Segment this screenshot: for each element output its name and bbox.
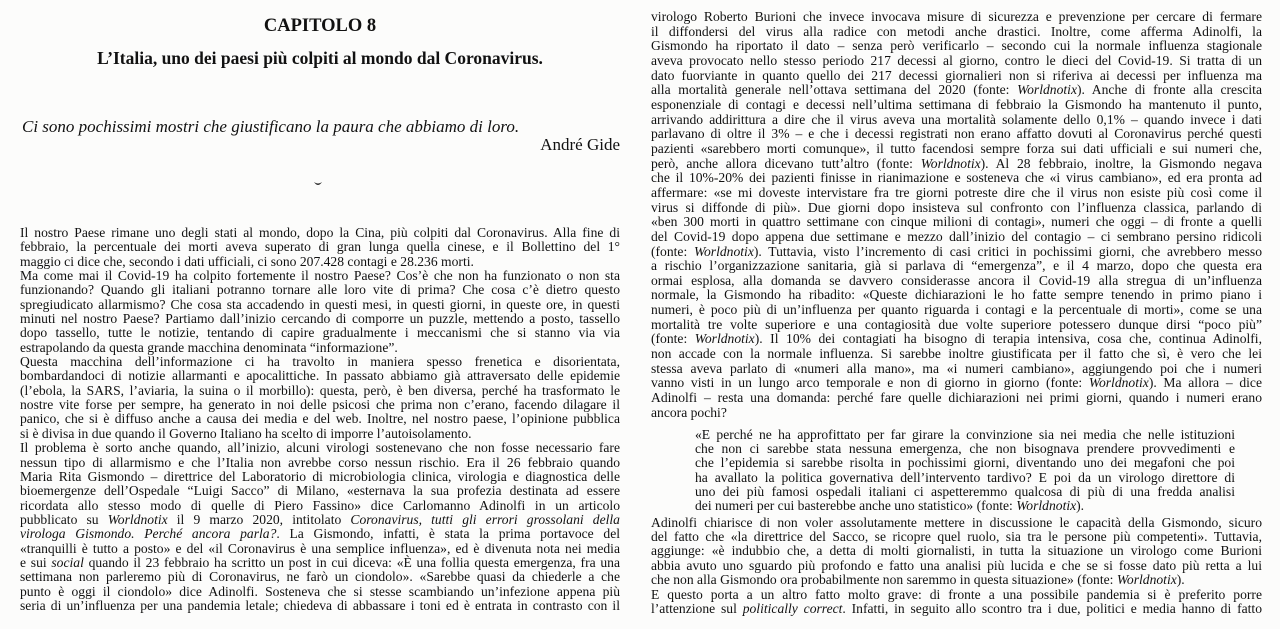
text-segment: mortalità tre volte superiore e una contagiosità due volte superiore potessero dunque dirsi “poco più” (651, 316, 1262, 332)
text-line (20, 369, 620, 383)
text-line (20, 255, 620, 269)
text-segment: vanno visti in un lungo arco temporale e non di giorno in giorno (fonte: (651, 375, 1089, 391)
text-line (20, 599, 620, 613)
text-line (20, 269, 620, 283)
text-line (20, 240, 620, 254)
text-line (695, 499, 1235, 513)
text-line (695, 471, 1235, 485)
text-line (20, 226, 620, 240)
text-line (20, 570, 620, 584)
text-line (651, 406, 1262, 421)
text-segment: nessun tipo di allarmismo e che l’Italia non avrebbe corso nessun rischio. Era il 26 febbraio quando (20, 454, 620, 470)
text-segment: numeri, è poco più di un’influenza per quanto riguarda i contagi e la percentuale di morti», come se una (651, 302, 1262, 318)
text-segment: l’attenzione sul (651, 601, 743, 617)
text-line (20, 384, 620, 398)
text-segment: E questo porta a un altro fatto molto grave: di fronte a una possibile pandemia si è preferito porre (651, 587, 1262, 602)
body-text (20, 226, 620, 613)
text-line (20, 513, 620, 527)
text-line (651, 245, 1262, 260)
text-segment: del Covid-19 dopo appena due settimane e mezzo dall’inizio del contagio – ci sembrano persino ridicoli (651, 228, 1262, 244)
text-segment: uno dei più famosi ospedali italiani ci aspetteremmo qualcosa di più di una fredda analisi (695, 483, 1235, 499)
italic-text: Coronavirus, tutti gli errori grossolani della (350, 511, 620, 527)
text-segment: a rischio l’organizzazione sanitaria, già si parlava di “emergenza”, e il 4 marzo, dopo che questa era (651, 258, 1262, 274)
text-line (20, 470, 620, 484)
text-segment: (l’ebola, la SARS, l’aviaria, la suina o il morbillo): questa, però, è ben diversa, perché ha trasformato le (20, 382, 620, 398)
text-segment: nostre vite forse per sempre, ha generato in noi delle psicosi che prima non c’erano, facendo dilagare il (20, 397, 620, 413)
paragraph (651, 588, 1262, 616)
text-line (651, 318, 1262, 333)
text-line (20, 341, 620, 355)
text-segment: ). (1076, 497, 1085, 513)
italic-text: virologa Gismondo. Perché ancora parla? (20, 526, 277, 542)
text-segment: parlavano di oltre il 3% – e che i decessi registrati non erano affatto dovuti al Coronavirus perché questi (651, 126, 1262, 142)
text-segment: aggiunge: «è indubbio che, a detta di molti giornalisti, in tutta la situazione un virologo come Burioni (651, 543, 1262, 559)
chapter-label: CAPITOLO 8 (263, 16, 377, 36)
italic-text: Worldnotix (694, 331, 755, 347)
text-line (20, 427, 620, 441)
text-segment: alla mortalità generale nell’ottava settimana del 2020 (fonte: (651, 82, 1018, 98)
text-segment: il diffondersi del virus alla radice con metodi anche drastici. Inoltre, come afferma Adinolfi, la (651, 23, 1262, 39)
text-segment: del fatto che «la direttrice del Sacco, se ricopre quel ruolo, sia tra le persone più competenti». Tuttavia, (651, 529, 1262, 545)
text-line (651, 186, 1262, 201)
text-line (695, 442, 1235, 456)
text-line (20, 355, 620, 369)
text-line (651, 544, 1262, 558)
text-segment: funzionando? Quando gli italiani potranno tornare alle loro vite di prima? Che cosa c’è dietro questo (20, 282, 620, 298)
text-line (651, 602, 1262, 616)
text-line (651, 69, 1262, 84)
text-segment: «tranquilli è tutto a posto» e del «il Coronavirus è una semplice influenza», ed è divenuta nota nei media (20, 540, 620, 556)
italic-text: social (51, 554, 84, 570)
text-segment: ormai esplosa, alla domanda se davvero considerasse ancora il Covid-19 alla stregua di un’influenza (651, 272, 1262, 288)
text-segment: febbraio, la percentuale dei morti aveva superato di gran lunga quella cinese, e il Bollettino del 1° (20, 239, 620, 255)
text-line (651, 530, 1262, 544)
text-line (651, 127, 1262, 142)
text-line (20, 527, 620, 541)
text-line (651, 215, 1262, 230)
italic-text: Worldnotix (1017, 82, 1077, 98)
text-line (651, 391, 1262, 406)
text-segment: pazienti «sarebbero morti comunque», il tutto facendosi sempre forza sui dati ufficiali e sui numeri che, (651, 140, 1262, 156)
text-segment: il 9 marzo 2020, intitolato (167, 511, 351, 527)
text-segment: ). Ma allora – dice (1148, 375, 1262, 391)
text-segment: Questa macchina dell’informazione ci ha travolto in maniera spesso frenetica e disorientata, (20, 354, 620, 370)
text-segment: però, anche allora dicevano tutt’altro (fonte: (651, 155, 921, 171)
text-segment: Il problema è sorto anche quando, all’inizio, alcuni virologi sostenevano che non fosse necessario fare (20, 440, 620, 456)
text-line (651, 201, 1262, 216)
text-segment: normale, la Gismondo ha ribadito: «Queste dichiarazioni le ho fatte sempre tenendo in primo piano i (651, 287, 1262, 303)
text-line (695, 485, 1235, 499)
text-segment: ). (1176, 571, 1185, 587)
text-line (20, 585, 620, 599)
text-segment: spregiudicato allarmismo? Che cosa sta accadendo in questi mesi, in questi giorni, in queste ore, in questi (20, 296, 620, 312)
text-segment: che non ci sarebbe stata nessuna emergenza, che non bisognava prendere provvedimenti e (695, 441, 1235, 457)
italic-text: Worldnotix (920, 155, 981, 171)
text-segment: estrapolando da questa grande macchina denominata “informazione”. (20, 339, 398, 355)
text-segment: esponenziale di contagi e decessi nell’ultima settimana di febbraio la Gismondo ha mantenuto il punto, (651, 96, 1262, 112)
text-segment: Il nostro Paese rimane uno degli stati al mondo, dopo la Cina, più colpiti dal Coronavirus. Alla fine di (20, 225, 620, 240)
text-segment: «E perché ne ha approfittato per far girare la convinzione sia nei media che nelle istituzioni (695, 427, 1235, 442)
text-segment: . Infatti, in seguito allo scontro tra i due, politici e media hanno di fatto (842, 601, 1262, 617)
ornament-icon (314, 181, 322, 187)
text-segment: virus si diffonde di più». Due giorni dopo insisteva sul confronto con l’influenza classica, parlando di (651, 199, 1262, 215)
text-line (20, 441, 620, 455)
text-line (651, 142, 1262, 157)
text-segment: punto è oggi il ciondolo» dice Adinolfi. Sosteneva che si stesse scambiando un’infezione appena più (20, 583, 620, 599)
text-line (651, 362, 1262, 377)
text-line (651, 588, 1262, 602)
text-segment: Gismondo ha riportato il dato – senza però verificarlo – secondo cui la normale influenza stagionale (651, 38, 1262, 54)
text-segment: quando il 23 febbraio ha scritto un post in cui diceva: «È una follia questa emergenza, fra una (83, 554, 620, 570)
text-line (651, 332, 1262, 347)
text-segment: aveva provocato nello stesso periodo 217 decessi al giorno, contro le dieci del Covid-19. Si tratta di un (651, 52, 1262, 68)
text-segment: virologo Roberto Burioni che invece invocava misure di sicurezza e prevenzione per cercare di fermare (651, 9, 1262, 24)
text-segment: maggio ci dice che, secondo i dati ufficiali, ci sono 207.428 contagi e 28.236 morti. (20, 253, 474, 269)
text-segment: non accade con la normale influenza. Si sarebbe inoltre giustificata per il fatto che sì, è vero che lei (651, 346, 1262, 362)
text-segment: arrivando addirittura a dire che il virus aveva una mortalità solamente dello 0,1% – quando invece i dati (651, 111, 1262, 127)
text-segment: dopo tassello, tutte le notizie, tentando di capire gradualmente i meccanismi che si stanno via via (20, 325, 620, 341)
epigraph-author: André Gide (540, 135, 620, 154)
text-line (651, 83, 1262, 98)
italic-text: Worldnotix (1116, 571, 1177, 587)
text-line (20, 542, 620, 556)
text-line (651, 39, 1262, 54)
text-segment: (fonte: (651, 243, 694, 259)
text-segment: dato fuorviante in quanto quello dei 217 decessi giornalieri non si riferiva ai decessi per influenza ma (651, 67, 1262, 83)
text-line (651, 303, 1262, 318)
text-line (651, 54, 1262, 69)
text-segment: panico, che si è diffuso anche a causa dei media e del web. Inoltre, nel nostro paese, l’opinione pubblica (20, 411, 620, 427)
italic-text: Worldnotix (1088, 375, 1149, 391)
text-line (20, 312, 620, 326)
text-segment: abbia avuto uno sguardo più profondo e fatto una analisi più lucida e che se si fosse dato più retta a lui (651, 557, 1262, 573)
text-segment: seria di un’influenza per una pandemia letale; chiedeva di abbassare i toni ed è entrata in contrasto con il (20, 597, 620, 613)
text-segment: bioemergenze dell’Ospedale “Luigi Sacco” di Milano, «esternava la sua profezia destinata ad essere (20, 483, 620, 499)
chapter-title: L’Italia, uno dei paesi più colpiti al mondo dal Coronavirus. (97, 48, 543, 68)
text-line (20, 556, 620, 570)
text-segment: settimana non parleremo più di Coronavirus, ne farò un ciondolo». «Sarebbe quasi da chiederle a che (20, 569, 620, 585)
text-line (695, 428, 1235, 442)
text-line (651, 98, 1262, 113)
text-line (20, 298, 620, 312)
italic-text: Worldnotix (693, 243, 754, 259)
text-segment: Ma come mai il Covid-19 ha colpito fortemente il nostro Paese? Cos’è che non ha funzionato o non sta (20, 268, 620, 284)
text-segment: bombardandoci di notizie allarmanti e apocalittiche. In passato abbiamo già attraversato delle epidemie (20, 368, 620, 384)
text-line (20, 484, 620, 498)
text-line (20, 456, 620, 470)
text-segment: Adinolfi chiarisce di non voler assolutamente mettere in discussione le capacità della Gismondo, sicuro (651, 515, 1262, 530)
text-segment: e sui (20, 554, 52, 570)
text-segment: ). Il 10% dei contagiati ha bisogno di terapia intensiva, cosa che, continua Adinolfi, (754, 331, 1262, 347)
text-segment: ). Al 28 febbraio, inoltre, la Gismondo negava (980, 155, 1262, 171)
text-line (651, 347, 1262, 362)
italic-text: Worldnotix (1016, 497, 1077, 513)
text-segment: affermare: «se mi doveste intervistare fra tre giorni potreste dire che il virus non esiste più così come il (651, 184, 1262, 200)
text-segment: che il 10%-20% dei pazienti finisse in rianimazione e sosteneva che «i virus cambiano», ed era pronta ad (651, 170, 1262, 186)
text-line (651, 559, 1262, 573)
text-line (651, 171, 1262, 186)
text-segment: «ben 300 morti in quattro settimane con cinque milioni di contagi», numeri che oggi – di fronte a quelli (651, 214, 1262, 230)
text-segment: ricordata allo stesso modo di quelle di Piero Fassino» dice Carlomanno Adinolfi in un articolo (20, 497, 620, 513)
text-line (651, 516, 1262, 530)
text-segment: pubblicato su (20, 511, 108, 527)
text-segment: che non alla Gismondo ora probabilmente non saremmo in questa situazione» (fonte: (651, 571, 1117, 587)
text-segment: (fonte: (651, 331, 695, 347)
text-segment: ). Anche di fronte alla crescita (1076, 82, 1262, 98)
text-line (20, 398, 620, 412)
italic-text: politically correct (742, 601, 843, 617)
epigraph-quote: Ci sono pochissimi mostri che giustificano la paura che abbiamo di loro. (22, 117, 520, 136)
text-segment: stessa aveva parlato di «numeri alla mano», ma «i numeri cambiano», aggiungendo poi che i numeri (651, 360, 1262, 376)
paragraph (651, 516, 1262, 587)
text-segment: Adinolfi – resta una domanda: perché fare quelle dichiarazioni nei primi giorni, quando i numeri erano (651, 390, 1262, 406)
text-line (651, 157, 1262, 172)
text-line (20, 283, 620, 297)
text-segment: ). Tuttavia, visto l’incremento di casi critici in pochissimi giorni, che avrebbero messo (753, 243, 1262, 259)
text-segment: . La Gismondo, infatti, è stata la prima portavoce del (276, 526, 620, 542)
paragraph (651, 10, 1262, 420)
text-line (651, 230, 1262, 245)
text-line (20, 499, 620, 513)
text-line (651, 288, 1262, 303)
text-segment: Maria Rita Gismondo – direttrice del Laboratorio di microbiologia clinica, virologia e diagnostica delle (20, 468, 620, 484)
text-segment: minuti nel nostro Paese? Partiamo dall’inizio cercando di comporre un puzzle, mettendo a posto, tassello (20, 311, 620, 327)
text-line (651, 573, 1262, 587)
text-segment: dei numeri per cui basterebbe anche uno statistico» (fonte: (695, 497, 1017, 513)
text-segment: si è divisa in due quando il Governo Italiano ha scelto di imporre l’autoisolamento. (20, 425, 472, 441)
block-quote (695, 428, 1235, 513)
text-line (20, 412, 620, 426)
text-line (651, 259, 1262, 274)
text-segment: che l’epidemia si sarebbe risolta in pochissimi giorni, diventando uno dei megafoni che poi (695, 455, 1235, 471)
italic-text: Worldnotix (107, 511, 168, 527)
text-line (20, 326, 620, 340)
text-line (651, 113, 1262, 128)
text-segment: ancora pochi? (651, 404, 727, 420)
text-line (651, 274, 1262, 289)
text-line (651, 25, 1262, 40)
text-line (695, 456, 1235, 470)
text-segment: ha avallato la politica governativa dell’intervento tardivo? E poi da un virologo direttore di (695, 469, 1235, 485)
text-line (651, 376, 1262, 391)
text-line (651, 10, 1262, 25)
